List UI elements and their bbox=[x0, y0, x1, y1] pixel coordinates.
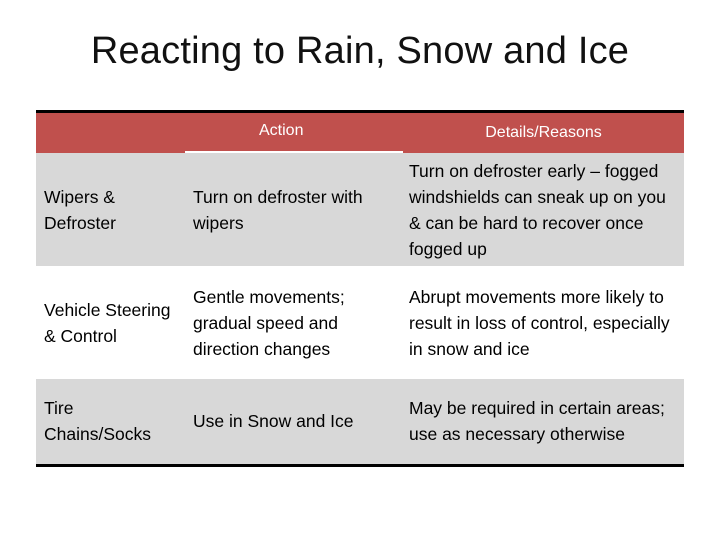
header-action: Action bbox=[259, 122, 304, 139]
header-item bbox=[36, 112, 185, 154]
row-details: May be required in certain areas; use as necessary otherwise bbox=[409, 398, 665, 445]
table-row bbox=[36, 379, 684, 465]
reaction-table bbox=[36, 110, 684, 467]
header-details: Details/Reasons bbox=[485, 124, 602, 141]
row-action: Gentle movements; gradual speed and direction changes bbox=[193, 286, 345, 359]
table-row bbox=[36, 266, 684, 379]
row-details: Turn on defroster early – fogged windshields can sneak up on you & can be hard to recover once fogged up bbox=[409, 160, 666, 259]
row-item: Wipers & Defroster bbox=[44, 186, 116, 233]
row-action: Use in Snow and Ice bbox=[193, 411, 354, 432]
table-row bbox=[36, 153, 684, 266]
slide-title: Reacting to Rain, Snow and Ice bbox=[90, 30, 630, 72]
table-header-row bbox=[36, 112, 684, 154]
row-item: Tire Chains/Socks bbox=[44, 398, 151, 445]
row-action: Turn on defroster with wipers bbox=[193, 186, 363, 233]
row-item: Vehicle Steering & Control bbox=[44, 299, 171, 346]
row-details: Abrupt movements more likely to result in loss of control, especially in snow and ice bbox=[409, 286, 670, 359]
